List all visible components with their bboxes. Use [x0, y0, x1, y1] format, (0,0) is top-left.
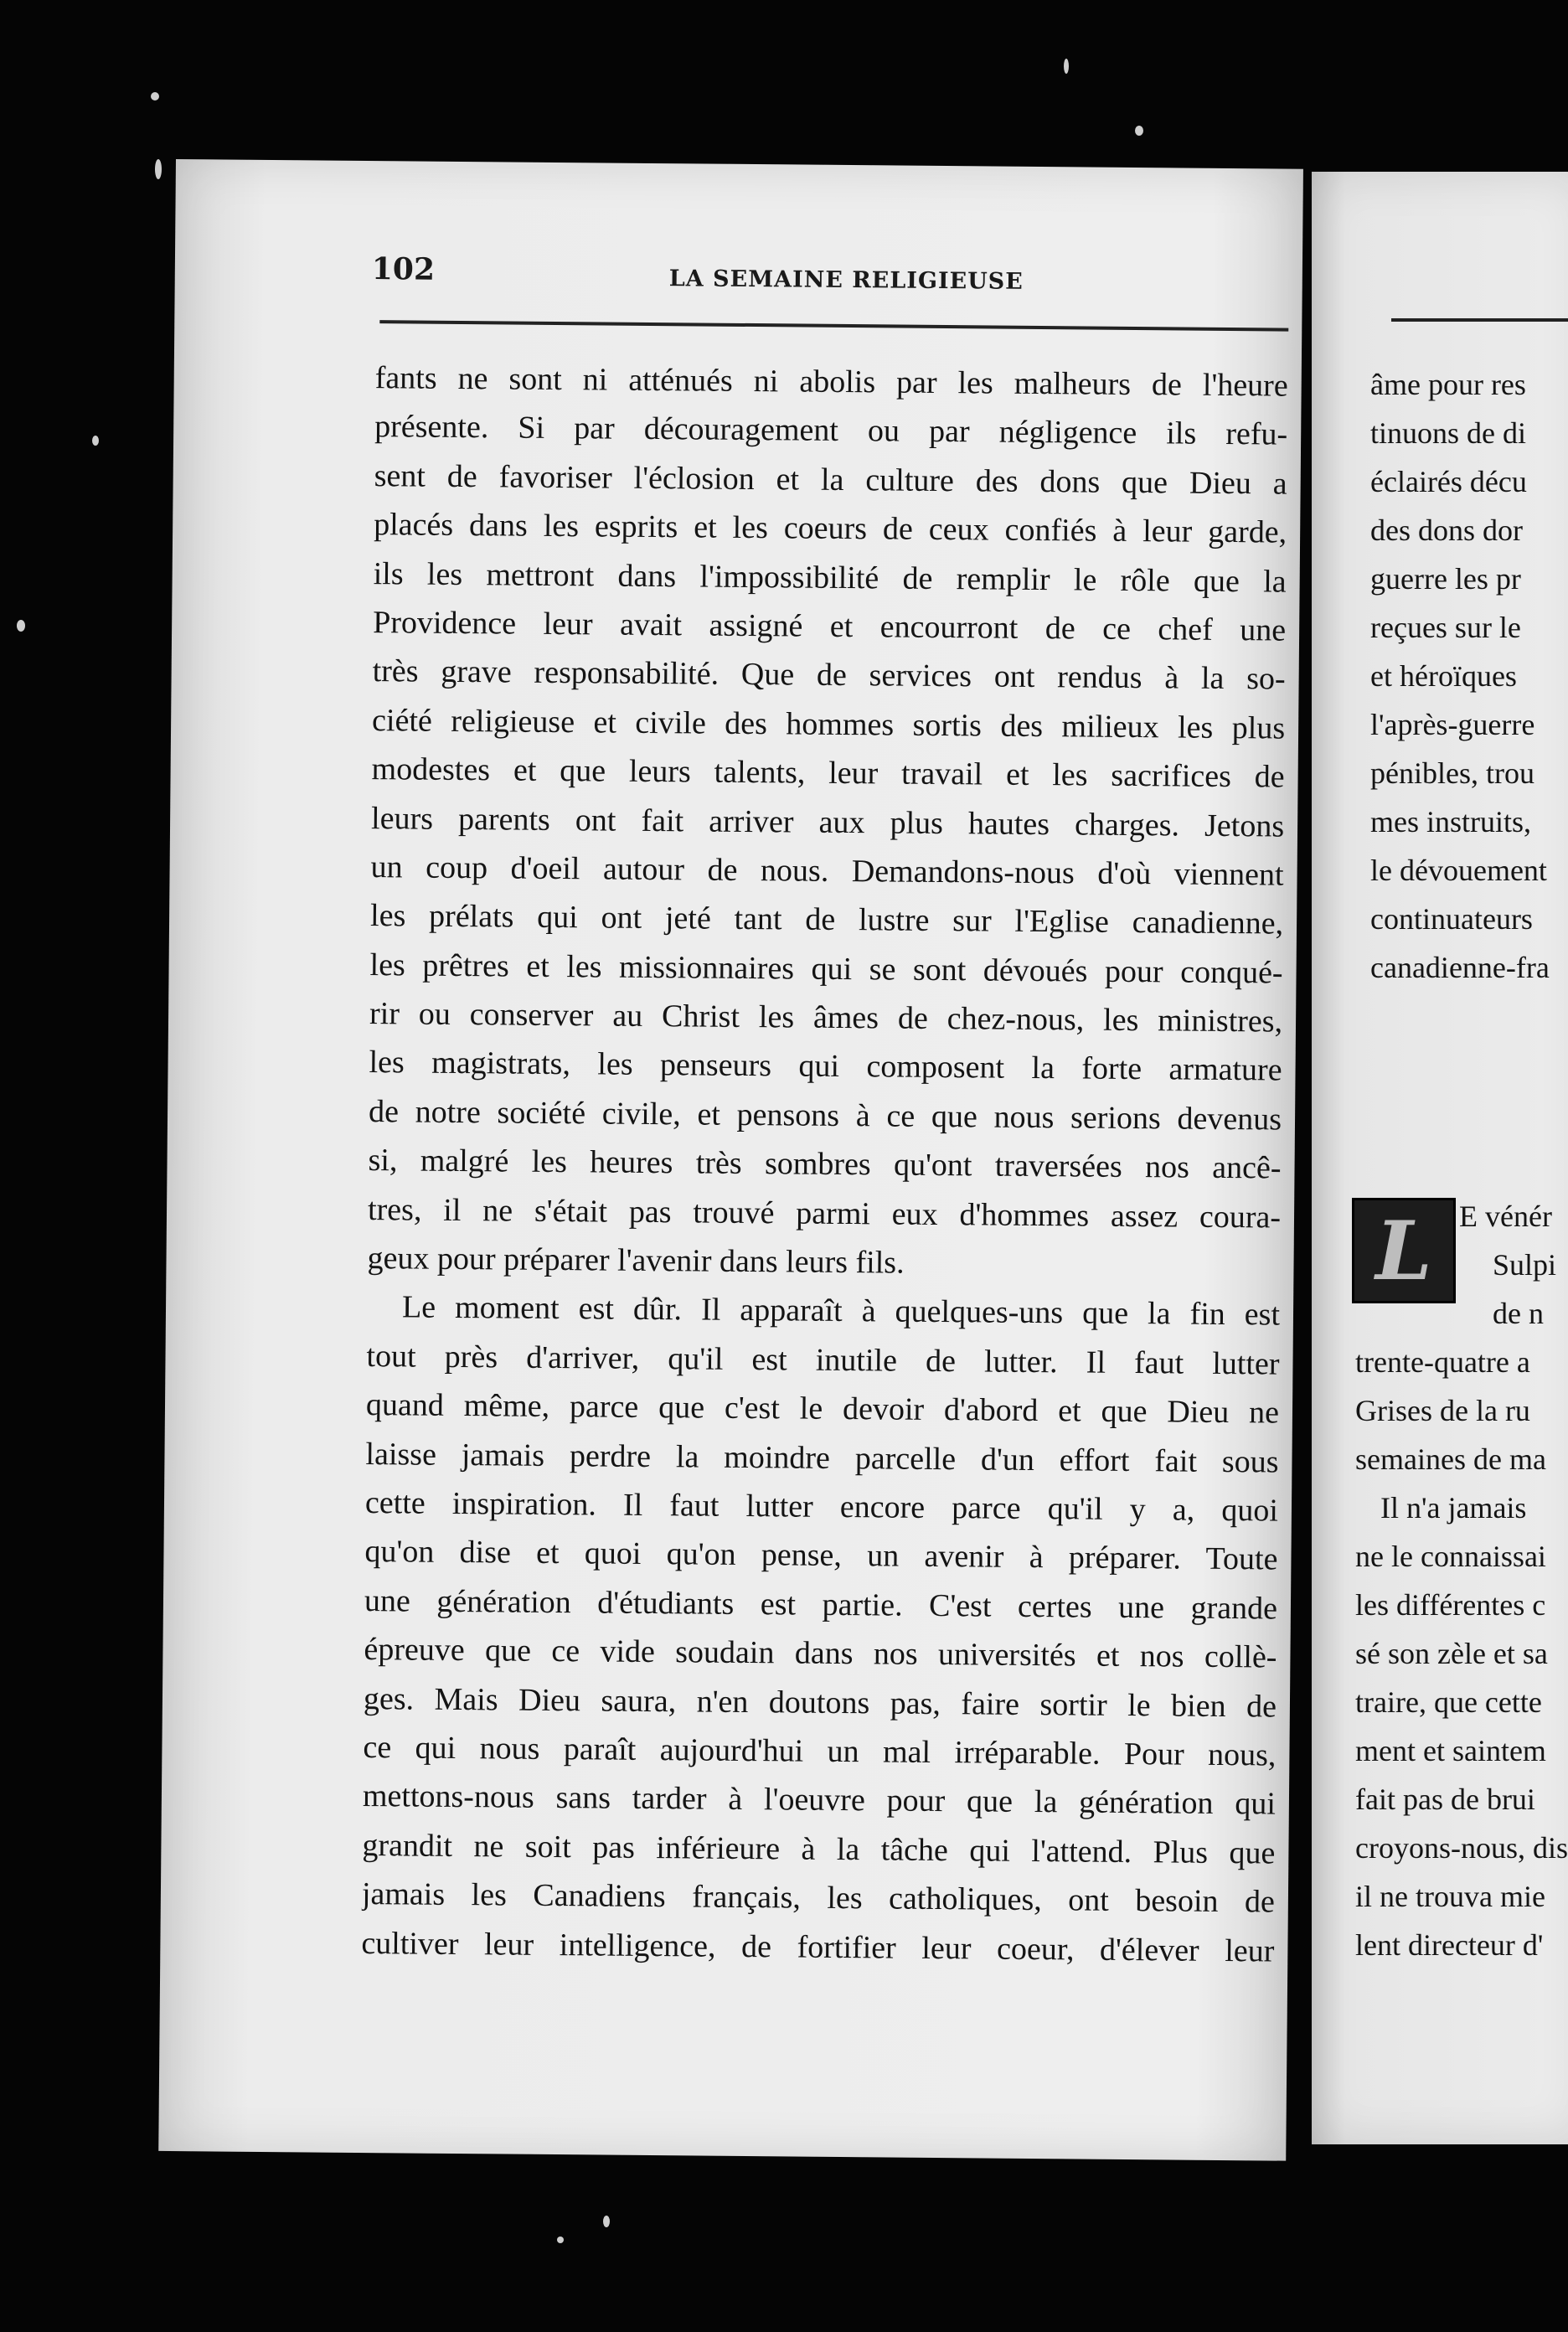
text-line: très grave responsabilité. Que de services ont rendus à la so- — [372, 653, 1286, 697]
text-line: canadienne-fra — [1370, 951, 1550, 984]
text-line: tres, il ne s'était pas trouvé parmi eux d'hommes assez coura- — [367, 1191, 1282, 1236]
dust-speck — [603, 2216, 610, 2227]
text-line: grandit ne soit pas inférieure à la tâche qui l'attend. Plus que — [362, 1827, 1276, 1871]
text-line: ce qui nous paraît aujourd'hui un mal irréparable. Pour nous, — [363, 1729, 1277, 1773]
running-title: LA SEMAINE RELIGIEUSE — [668, 266, 1024, 295]
text-line: trente-quatre a — [1355, 1345, 1530, 1379]
text-line: E vénér — [1459, 1200, 1552, 1233]
text-line: tout près d'arriver, qu'il est inutile de lutter. Il faut lutter — [366, 1338, 1280, 1382]
text-line: Sulpi — [1493, 1248, 1557, 1282]
right-page — [1312, 172, 1568, 2144]
text-line: reçues sur le — [1370, 611, 1521, 644]
text-line: semaines de ma — [1355, 1442, 1546, 1476]
dust-speck — [17, 620, 25, 632]
dust-speck — [1064, 59, 1069, 74]
text-line: pénibles, trou — [1370, 756, 1534, 790]
text-line: les différentes c — [1355, 1588, 1546, 1622]
paragraph-start-line: Le moment est dûr. Il apparaît à quelques-uns que la fin est — [401, 1289, 1281, 1333]
dust-speck — [155, 159, 162, 179]
drop-cap-text — [1493, 1241, 1568, 1289]
text-line: sent de favoriser l'éclosion et la culture des dons que Dieu a — [374, 457, 1287, 502]
page-number: 102 — [371, 251, 436, 287]
text-line: ges. Mais Dieu saura, n'en doutons pas, faire sortir le bien de — [363, 1680, 1277, 1725]
left-page — [158, 159, 1303, 2161]
text-line: guerre les pr — [1370, 562, 1521, 596]
drop-cap-text — [1459, 1192, 1568, 1241]
text-line: les prélats qui ont jeté tant de lustre sur l'Eglise canadienne, — [369, 898, 1284, 942]
text-line: fait pas de brui — [1355, 1783, 1535, 1816]
drop-cap-letter: L — [1375, 1203, 1432, 1298]
paragraph-start-line: Il n'a jamais — [1380, 1491, 1527, 1525]
text-line: un coup d'oeil autour de nous. Demandons-nous d'où viennent — [370, 849, 1284, 893]
text-line: de n — [1493, 1297, 1544, 1330]
header-rule — [1391, 318, 1568, 322]
text-line: éclairés décu — [1370, 465, 1527, 498]
text-line: les magistrats, les penseurs qui composent la forte armature — [369, 1045, 1282, 1089]
text-line: ciété religieuse et civile des hommes sortis des milieux les plus — [371, 702, 1286, 746]
paragraph-end-line: geux pour préparer l'avenir dans leurs fils. — [367, 1241, 905, 1281]
dust-speck — [92, 436, 99, 446]
text-line: mettons-nous sans tarder à l'oeuvre pour que la génération qui — [362, 1778, 1277, 1822]
text-line: le dévouement — [1370, 854, 1547, 887]
text-line: cultiver leur intelligence, de fortifier leur coeur, d'élever leur — [361, 1925, 1275, 1969]
text-line: cette inspiration. Il faut lutter encore parce qu'il y a, quoi — [364, 1485, 1279, 1529]
text-line: Providence leur avait assigné et encourront de ce chef une — [372, 605, 1287, 648]
text-line: traire, que cette — [1355, 1685, 1542, 1719]
text-line: de notre société civile, et pensons à ce que nous serions devenus — [368, 1093, 1282, 1138]
body-text — [361, 353, 1288, 1975]
text-line: sé son zèle et sa — [1355, 1637, 1548, 1670]
page-header — [372, 251, 1285, 310]
header-rule — [379, 320, 1288, 331]
text-line: ment et saintem — [1355, 1734, 1546, 1767]
text-line: présente. Si par découragement ou par négligence ils refu- — [374, 409, 1288, 452]
text-line: lent directeur d' — [1355, 1928, 1544, 1962]
text-line: rir ou conserver au Christ les âmes de chez-nous, les ministres, — [369, 996, 1283, 1040]
text-line: fants ne sont ni atténués ni abolis par les malheurs de l'heure — [374, 360, 1288, 404]
dust-speck — [557, 2237, 564, 2243]
text-line: leurs parents ont fait arriver aux plus hautes charges. Jetons — [370, 800, 1285, 844]
dust-speck — [1135, 126, 1143, 136]
drop-cap-text — [1493, 1289, 1568, 1338]
text-line: et héroïques — [1370, 659, 1517, 693]
text-line: laisse jamais perdre la moindre parcelle d'un effort fait sous — [365, 1436, 1279, 1480]
ornamental-drop-cap — [1352, 1198, 1456, 1303]
text-line: Grises de la ru — [1355, 1394, 1530, 1427]
text-line: continuateurs — [1370, 902, 1533, 936]
text-line: des dons dor — [1370, 513, 1523, 547]
text-line: tinuons de di — [1370, 416, 1526, 450]
text-line: mes instruits, — [1370, 805, 1532, 838]
text-line: quand même, parce que c'est le devoir d'abord et que Dieu ne — [365, 1387, 1280, 1431]
text-line: il ne trouva mie — [1355, 1880, 1545, 1913]
text-line: qu'on dise et quoi qu'on pense, un avenir à préparer. Toute — [364, 1534, 1278, 1577]
text-line: épreuve que ce vide soudain dans nos universités et nos collè- — [364, 1632, 1277, 1675]
right-body-text-bottom — [1355, 1338, 1568, 1969]
text-line: les prêtres et les missionnaires qui se sont dévoués pour conqué- — [369, 947, 1283, 991]
text-line: si, malgré les heures très sombres qu'ont traversées nos ancê- — [368, 1143, 1282, 1186]
text-line: ne le connaissai — [1355, 1540, 1546, 1573]
text-line: placés dans les esprits et les coeurs de ceux confiés à leur garde, — [374, 507, 1287, 550]
dust-speck — [151, 92, 159, 101]
text-line: ils les mettront dans l'impossibilité de remplir le rôle que la — [373, 555, 1287, 600]
text-line: une génération d'étudiants est partie. C'est certes une grande — [364, 1582, 1278, 1627]
text-line: modestes et que leurs talents, leur travail et les sacrifices de — [371, 751, 1285, 795]
text-line: croyons-nous, dis — [1355, 1831, 1568, 1865]
right-body-text-top — [1370, 360, 1568, 992]
text-line: l'après-guerre — [1370, 708, 1535, 741]
text-line: âme pour res — [1370, 368, 1526, 401]
text-line: jamais les Canadiens français, les catholiques, ont besoin de — [361, 1876, 1276, 1920]
